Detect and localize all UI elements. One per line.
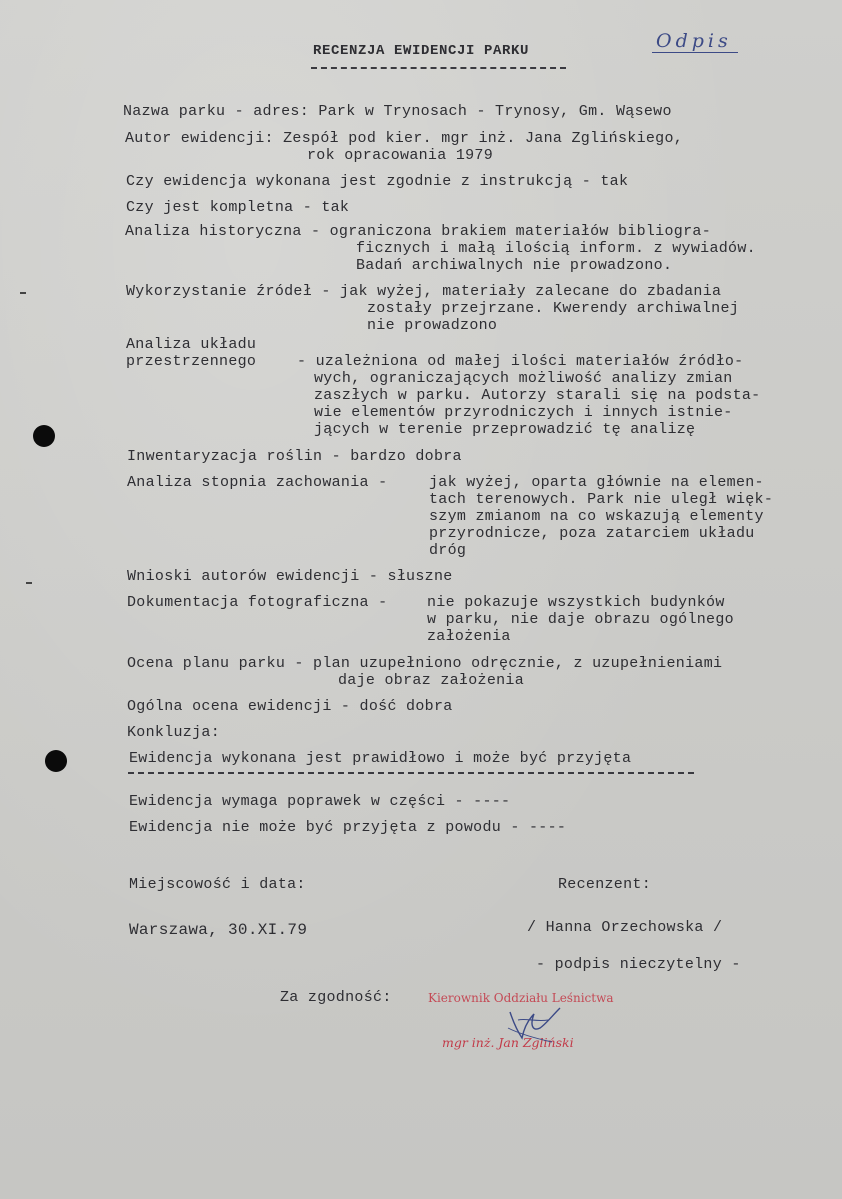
- spatial-line-1: - uzależniona od małej ilości materiałów źródło-: [297, 353, 744, 370]
- conformity-label: Za zgodność:: [280, 989, 392, 1006]
- preservation-line-2: tach terenowych. Park nie uległ więk-: [429, 491, 774, 508]
- spatial-label-1: Analiza układu: [126, 336, 257, 353]
- title-underline: [311, 67, 566, 69]
- place-date-value: Warszawa, 30.XI.79: [129, 921, 308, 939]
- author-line-2: rok opracowania 1979: [307, 147, 494, 164]
- spatial-label-2: przestrzennego: [126, 353, 257, 370]
- sources-line-1: Wykorzystanie źródeł - jak wyżej, materiały zalecane do zbadania: [126, 283, 722, 300]
- place-date-label: Miejscowość i data:: [129, 876, 306, 893]
- stamp-line-1: Kierownik Oddziału Leśnictwa: [428, 991, 614, 1005]
- sources-line-2: zostały przejrzane. Kwerendy archiwalnej: [367, 300, 740, 317]
- spatial-line-4: wie elementów przyrodniczych i innych istnie-: [314, 404, 733, 421]
- not-accepted-line: Ewidencja nie może być przyjęta z powodu - ----: [129, 819, 567, 836]
- park-name-line: Nazwa parku - adres: Park w Trynosach - Trynosy, Gm. Wąsewo: [123, 103, 672, 120]
- historical-line-3: Badań archiwalnych nie prowadzono.: [356, 257, 673, 274]
- author-line-1: Autor ewidencji: Zespół pod kier. mgr inż. Jana Zglińskiego,: [125, 130, 684, 147]
- document-title: RECENZJA EWIDENCJI PARKU: [313, 43, 530, 59]
- instruction-compliance-line: Czy ewidencja wykonana jest zgodnie z instrukcją - tak: [126, 173, 629, 190]
- conclusions-line: Wnioski autorów ewidencji - słuszne: [127, 568, 453, 585]
- spatial-line-3: zaszłych w parku. Autorzy starali się na podsta-: [314, 387, 761, 404]
- margin-mark-1: [20, 292, 26, 294]
- binder-hole-upper: [33, 425, 55, 447]
- inventory-line: Inwentaryzacja roślin - bardzo dobra: [127, 448, 462, 465]
- requires-corrections-line: Ewidencja wymaga poprawek w części - ----: [129, 793, 511, 810]
- preservation-line-1: jak wyżej, oparta głównie na elemen-: [429, 474, 764, 491]
- reviewer-label: Recenzent:: [558, 876, 652, 893]
- historical-line-1: Analiza historyczna - ograniczona brakiem materiałów bibliogra-: [125, 223, 711, 240]
- signature-note: - podpis nieczytelny -: [536, 956, 741, 973]
- preservation-line-5: dróg: [429, 542, 467, 559]
- copy-mark: Odpis: [656, 30, 732, 52]
- completeness-line: Czy jest kompletna - tak: [126, 199, 350, 216]
- plan-line-1: Ocena planu parku - plan uzupełniono odręcznie, z uzupełnieniami: [127, 655, 723, 672]
- reviewer-name: / Hanna Orzechowska /: [527, 919, 723, 936]
- binder-hole-lower: [45, 750, 67, 772]
- plan-line-2: daje obraz założenia: [338, 672, 525, 689]
- photo-line-3: założenia: [427, 628, 511, 645]
- handwritten-signature: [500, 998, 570, 1048]
- margin-mark-2: [26, 582, 32, 584]
- overall-line: Ogólna ocena ewidencji - dość dobra: [127, 698, 453, 715]
- stamp-line-2: mgr inż. Jan Zgliński: [442, 1035, 574, 1050]
- conclusion-label: Konkluzja:: [127, 724, 221, 741]
- spatial-line-2: wych, ograniczających możliwość analizy zmian: [314, 370, 733, 387]
- historical-line-2: ficznych i małą ilością inform. z wywiadów.: [356, 240, 756, 257]
- copy-mark-underline: [652, 52, 738, 53]
- photo-label: Dokumentacja fotograficzna -: [127, 594, 388, 611]
- conclusion-underline: [128, 772, 694, 774]
- conclusion-text: Ewidencja wykonana jest prawidłowo i może być przyjęta: [129, 750, 632, 767]
- preservation-line-3: szym zmianom na co wskazują elementy: [429, 508, 764, 525]
- photo-line-2: w parku, nie daje obrazu ogólnego: [427, 611, 734, 628]
- spatial-line-5: jących w terenie przeprowadzić tę analizę: [314, 421, 696, 438]
- sources-line-3: nie prowadzono: [367, 317, 498, 334]
- preservation-label: Analiza stopnia zachowania -: [127, 474, 388, 491]
- preservation-line-4: przyrodnicze, poza zatarciem układu: [429, 525, 755, 542]
- photo-line-1: nie pokazuje wszystkich budynków: [427, 594, 725, 611]
